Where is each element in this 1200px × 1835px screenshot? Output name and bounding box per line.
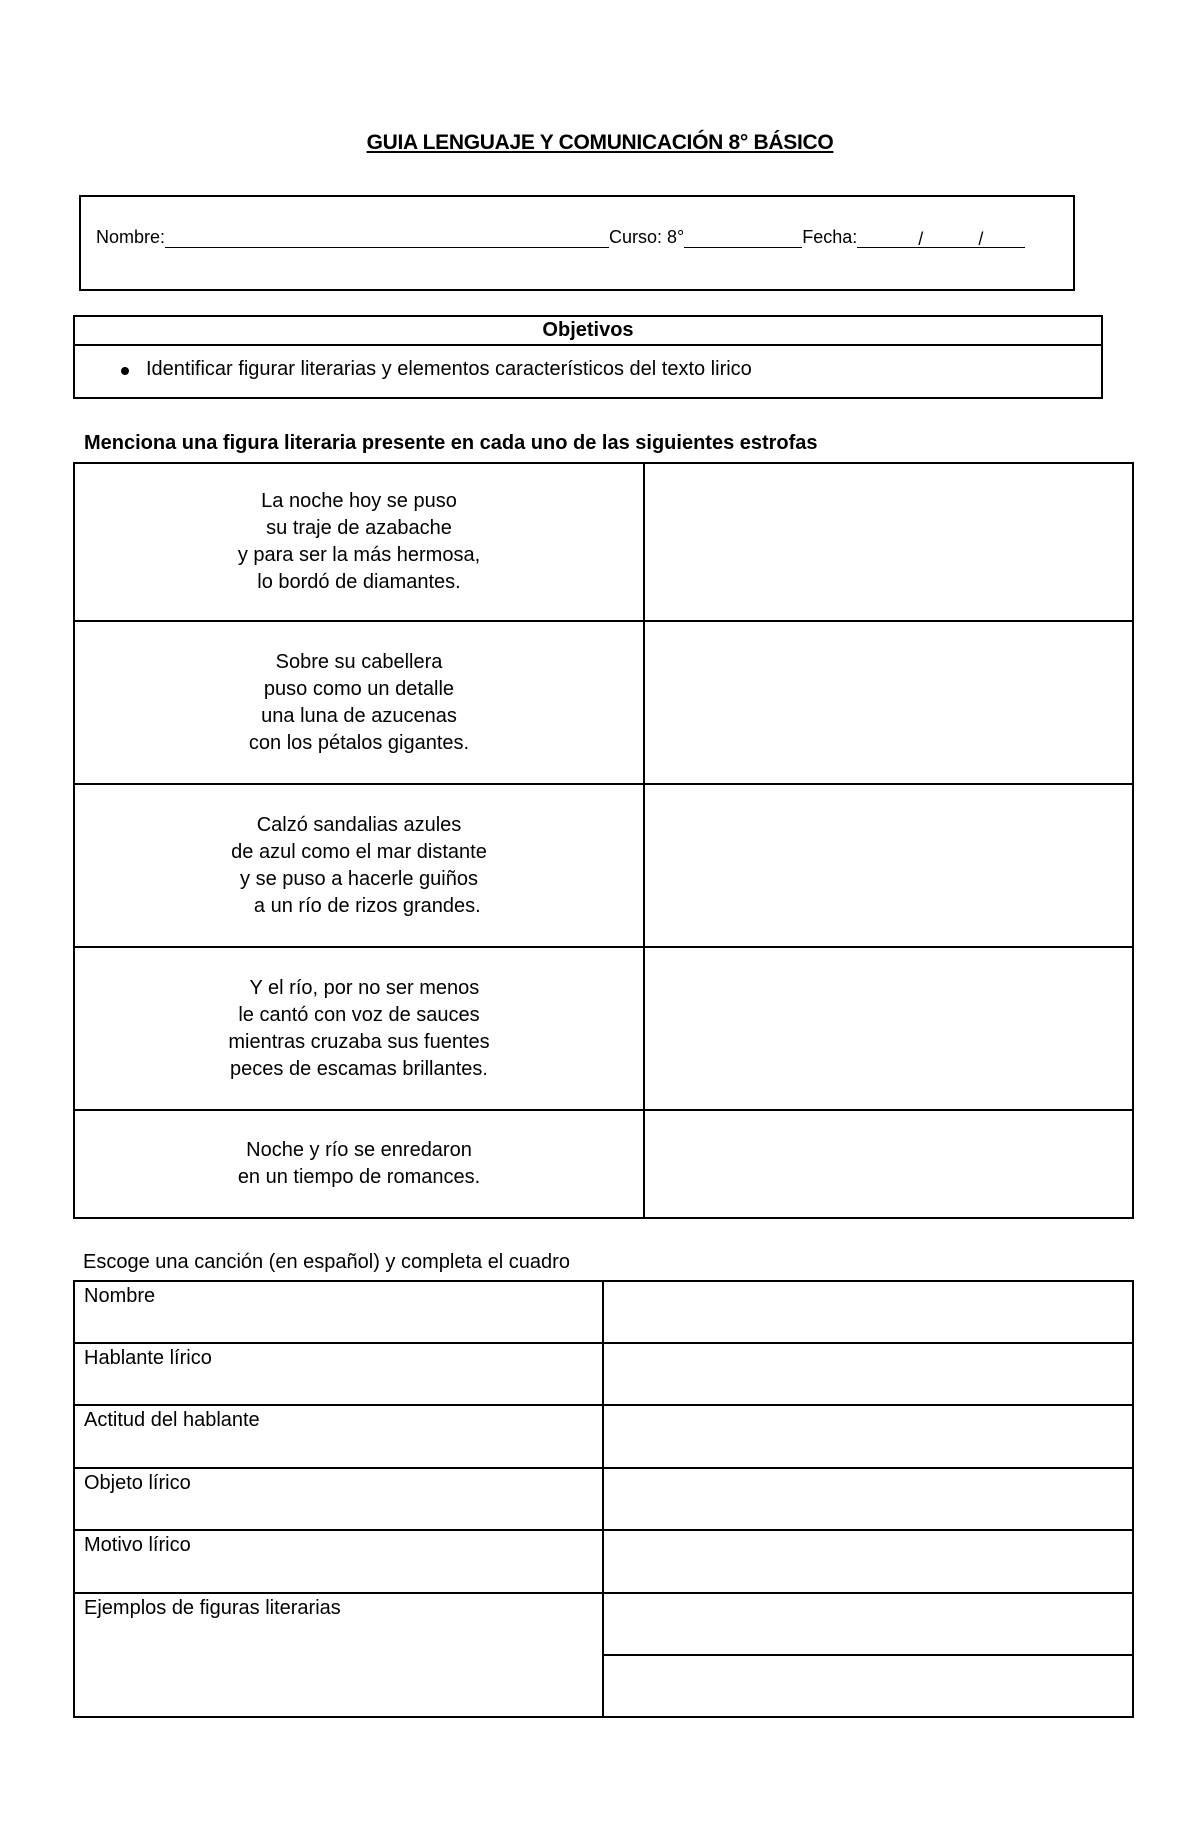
- answer-cell[interactable]: [644, 784, 1133, 947]
- row-label: Motivo lírico: [74, 1530, 603, 1593]
- table-row: [74, 1593, 1133, 1655]
- table-row: [74, 1281, 1133, 1343]
- answer-cell[interactable]: [603, 1468, 1133, 1530]
- date-month-field[interactable]: [923, 229, 978, 248]
- table-row: [74, 1343, 1133, 1405]
- table-row: [74, 1530, 1133, 1593]
- answer-cell[interactable]: [603, 1655, 1133, 1717]
- table-row: [74, 1110, 1133, 1218]
- table-row: [74, 784, 1133, 947]
- date-label: Fecha:: [802, 227, 858, 247]
- answer-cell[interactable]: [603, 1593, 1133, 1655]
- stanza-text: Sobre su cabellera puso como un detalle una luna de azucenas con los pétalos gigantes.: [74, 621, 644, 784]
- answer-cell[interactable]: [644, 463, 1133, 621]
- answer-cell[interactable]: [603, 1405, 1133, 1468]
- row-label: Actitud del hablante: [74, 1405, 603, 1468]
- objectives-box: [73, 315, 1103, 399]
- row-label: Objeto lírico: [74, 1468, 603, 1530]
- table-row: [74, 621, 1133, 784]
- stanza-text: Noche y río se enredaron en un tiempo de romances.: [74, 1110, 644, 1218]
- answer-cell[interactable]: [603, 1343, 1133, 1405]
- row-label: Ejemplos de figuras literarias: [74, 1593, 603, 1717]
- row-label: Nombre: [74, 1281, 603, 1343]
- page-title: GUIA LENGUAJE Y COMUNICACIÓN 8° BÁSICO: [366, 131, 834, 154]
- answer-cell[interactable]: [644, 947, 1133, 1110]
- answer-cell[interactable]: [603, 1530, 1133, 1593]
- answer-cell[interactable]: [644, 1110, 1133, 1218]
- stanza-table: [73, 462, 1134, 1219]
- row-label: Hablante lírico: [74, 1343, 603, 1405]
- table-row: [74, 1405, 1133, 1468]
- date-separator-2: /: [978, 229, 984, 249]
- objective-item: Identificar figurar literarias y elementos característicos del texto lirico: [75, 358, 1101, 381]
- name-label: Nombre:: [96, 227, 166, 247]
- student-info-box: [79, 195, 1075, 291]
- stanza-text: Calzó sandalias azules de azul como el mar distante y se puso a hacerle guiños a un río de rizos grandes.: [74, 784, 644, 947]
- song-table: [73, 1280, 1134, 1718]
- table-row: [74, 463, 1133, 621]
- stanza-text: Y el río, por no ser menos le cantó con voz de sauces mientras cruzaba sus fuentes peces de escamas brillantes.: [74, 947, 644, 1110]
- song-instruction: Escoge una canción (en español) y completa el cuadro: [83, 1251, 570, 1273]
- objectives-list: [75, 358, 1101, 381]
- date-separator-1: /: [918, 229, 924, 249]
- table-row: [74, 947, 1133, 1110]
- stanza-instruction: Menciona una figura literaria presente en cada uno de las siguientes estrofas: [84, 432, 818, 454]
- course-label: Curso: 8°: [609, 227, 685, 247]
- date-year-field[interactable]: [983, 229, 1025, 248]
- answer-cell[interactable]: [603, 1281, 1133, 1343]
- name-field[interactable]: [165, 229, 609, 248]
- stanza-text: La noche hoy se puso su traje de azabache y para ser la más hermosa, lo bordó de diamantes.: [74, 463, 644, 621]
- course-field[interactable]: [684, 229, 802, 248]
- date-day-field[interactable]: [857, 229, 918, 248]
- student-info-row: [96, 227, 1025, 248]
- objectives-heading: Objetivos: [75, 317, 1101, 346]
- answer-cell[interactable]: [644, 621, 1133, 784]
- table-row: [74, 1468, 1133, 1530]
